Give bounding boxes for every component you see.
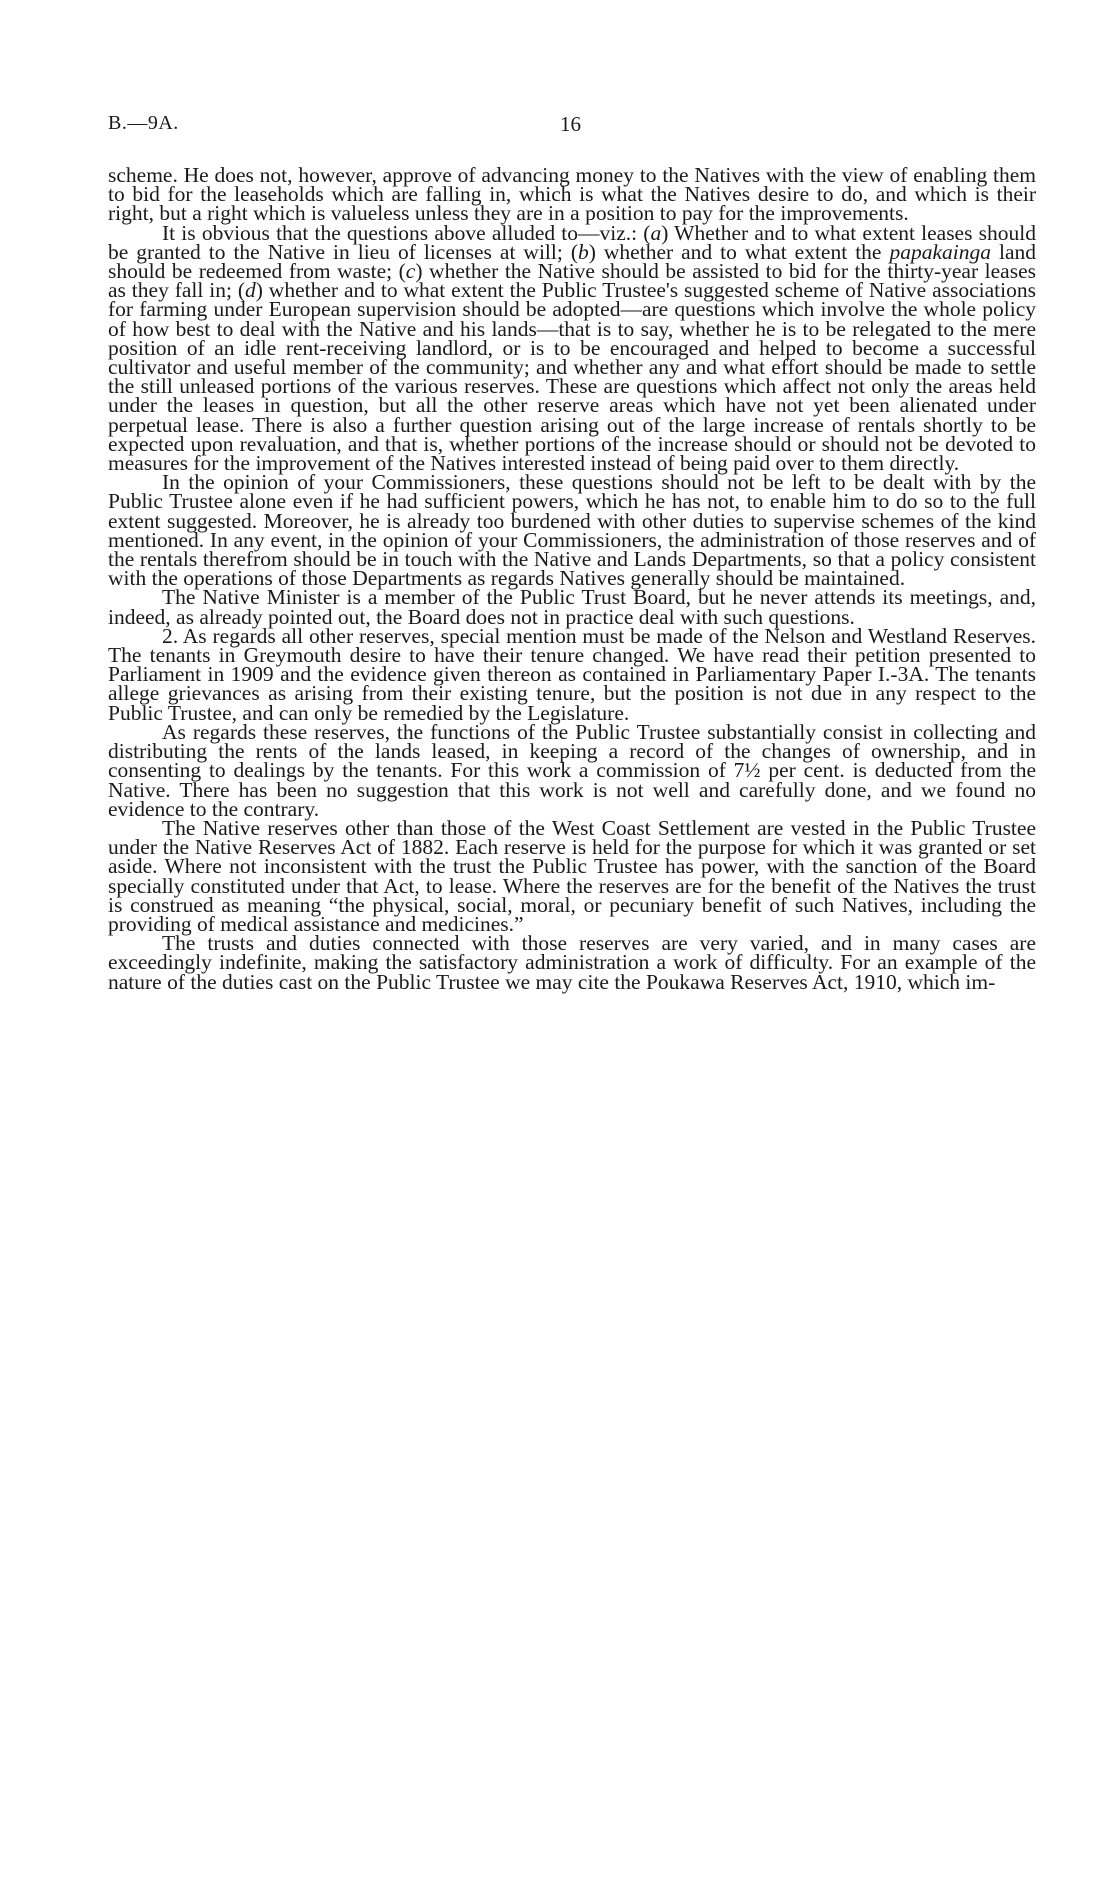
paragraph-text: As regards these reserves, the functions of the Public Trustee substantially consist in collecting and distributing the rents of the lands leased, in keeping a record of the changes of ownership, and in consenting to dealings by the tenants. For this work a commission of 7½ per cent. is deducted from the Native. There has been no suggestion that this work is not well and carefully done, and we found no evidence to the contrary. xyxy=(108,719,1036,821)
paragraph-text: It is obvious that the questions above alluded to—viz.: ( xyxy=(162,220,651,245)
paragraph-text: The Native reserves other than those of the West Coast Settlement are vested in the Public Trustee under the Native Reserves Act of 1882. Each reserve is held for the purpose for which it was granted or set aside. Where not inconsistent with the trust the Public Trustee has power, with the sanction of the Board specially constituted under that Act, to lease. Where the reserves are for the benefit of the Natives the trust is construed as meaning “the physical, social, moral, or pecuniary benefit of such Natives, including the providing of medical assistance and medicines.” xyxy=(108,815,1036,936)
document-reference: B.—9A. xyxy=(108,112,179,134)
paragraph xyxy=(108,815,1036,936)
paragraph xyxy=(108,719,1036,821)
paragraph-text: ) whether and to what extent the xyxy=(588,239,890,264)
paragraph-text: land should be redeemed from waste; ( xyxy=(108,239,1036,284)
paragraph-text: ) whether and to what extent the Public Trustee's suggested scheme of Native associations for farming under European supervision should be adopted—are questions which involve the whole policy of how best to deal with the Native and his lands—that is to say, whether he is to be relegated to the mere position of an idle rent-receiving landlord, or is to be encouraged and helped to become a successful cultivator and useful member of the community; and whether any and what effort should be made to settle the still unleased portions of the various reserves. These are questions which affect not only the areas held under the leases in question, but all the other reserve areas which have not yet been alienated under perpetual lease. There is also a further question arising out of the large increase of rentals shortly to be expected upon revaluation, and that is, whether portions of the increase should or should not be devoted to measures for the improvement of the Natives interested instead of being paid over to them directly. xyxy=(108,278,1036,476)
italic-text: c xyxy=(405,259,416,284)
paragraph-text: The Native Minister is a member of the Public Trust Board, but he never attends its meetings, and, indeed, as already pointed out, the Board does not in practice deal with such questions. xyxy=(108,585,1036,629)
paragraph-text: ) Whether and to what extent leases should be granted to the Native in lieu of licenses at will; ( xyxy=(108,220,1036,264)
italic-text: b xyxy=(578,239,589,264)
italic-text: papakainga xyxy=(889,239,991,264)
paragraph-text: The trusts and duties connected with those reserves are very varied, and in many cases are exceedingly indefinite, making the satisfactory administration a work of difficulty. For an example of the nature of the duties cast on the Public Trustee we may cite the Poukawa Reserves Act, 1910, which im- xyxy=(108,931,1036,994)
body-text xyxy=(108,163,1036,994)
paragraph xyxy=(108,931,1036,994)
italic-text: d xyxy=(245,278,256,303)
paragraph xyxy=(108,470,1036,591)
paragraph xyxy=(108,585,1036,629)
italic-text: a xyxy=(650,220,662,245)
paragraph-text: In the opinion of your Commissioners, these questions should not be left to be dealt with by the Public Trustee alone even if he had sufficient powers, which he has not, to enable him to do so to the full extent suggested. Moreover, he is already too burdened with other duties to supervise schemes of the kind mentioned. In any event, in the opinion of your Commissioners, the administration of those reserves and of the rentals therefrom should be in touch with the Native and Lands Departments, so that a policy consistent with the operations of those Departments as regards Natives generally should be maintained. xyxy=(108,470,1036,591)
page-number: 16 xyxy=(560,112,581,136)
paragraph-text: ) whether the Native should be assisted to bid for the thirty-year leases as they fall in; ( xyxy=(108,259,1036,303)
paragraph-text: scheme. He does not, however, approve of advancing money to the Natives with the view of enabling them to bid for the leaseholds which are falling in, which is what the Natives desire to do, and which is their right, but a right which is valueless unless they are in a position to pay for the improvements. xyxy=(108,163,1036,226)
paragraph xyxy=(108,623,1036,725)
paragraph xyxy=(108,163,1036,226)
paragraph xyxy=(108,220,1036,476)
page-header xyxy=(108,112,1036,142)
paragraph-text: 2. As regards all other reserves, special mention must be made of the Nelson and Westland Reserves. The tenants in Greymouth desire to have their tenure changed. We have read their petition presented to Parliament in 1909 and the evidence given thereon as contained in Parliamentary Paper I.-3A. The tenants allege grievances as arising from their existing tenure, but the position is not due in any respect to the Public Trustee, and can only be remedied by the Legislature. xyxy=(108,623,1036,725)
